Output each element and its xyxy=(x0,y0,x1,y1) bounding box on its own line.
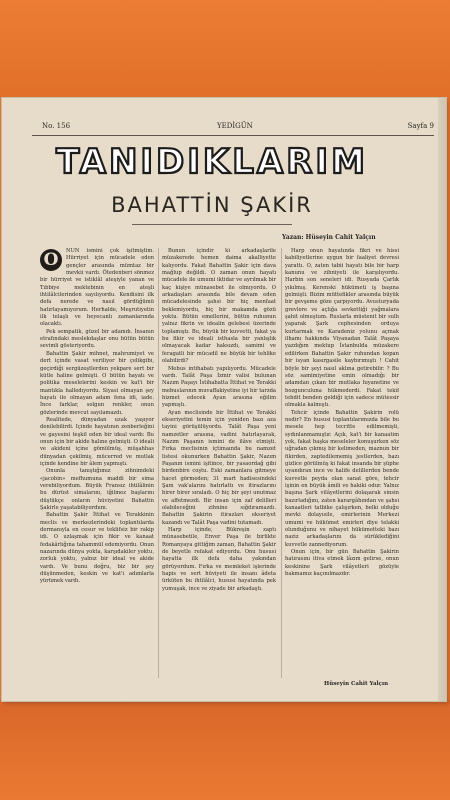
paragraph: Onun için, bir gün Bahattin Şakirin hatırasını itiva etmek lâzım gelirse, onun keskinine Şark vilâyetleri gözüyle bakmamız kaçınılmazdır. xyxy=(285,549,399,578)
paragraph: Bahattin Şakir mihnet, mahrumiyet ve dert içinde vasat veriliyor bir çelikgibi, geçirdiği sergüzeştlerden yekpare sert bir kütle haline gelmişti. O bütün hayatı ve politika meselelerini keskin ve kat'i bir mantıkla halledıyordu. Siyasi olmayan şey hayatı ile olmayan adam fena idi, iade. İnce farklar, solgun renkler, onun gözlerinde mevcut sayılamazdı. xyxy=(40,350,154,416)
paragraph: Onunla tanıştığımız zihnimdeki «jacobin» mefhumuna maddi bir sima verebiliyordum. Büyük Fransız ihtilâlinin bu dürüst simalarını, iğilmez başlarını düştükçe onların hüviyetini Bahattin Şakirle yaşatabiliyordum. xyxy=(40,468,154,512)
article-subtitle: BAHATTİN ŞAKİR xyxy=(111,193,313,217)
article-title: TANIDIKLARIM xyxy=(56,142,368,182)
author-byline: Yazan: Hüseyin Cahit Yalçın xyxy=(282,234,376,241)
paragraph: Realitede, dünyadan uzak yaşıyor denilebilirdi. Içinde hayatının zenberleğini ve gayesini teşkil eden bir ideal vardı: Bu onun için bir akide halıne gelmişti. O ideali ve akideni içine gömülmüş, müşahhas dünyadan çekilmiş, mücerred ve mutlak içinde kendine bir âlem yapmıştı. xyxy=(40,416,154,467)
paragraph: Pek sempatik, güzel bir adamdı. İnsanın etrafındaki meslekdaşlar onu bütün bütün sevimli gösteriyordu. xyxy=(40,328,154,350)
page-header xyxy=(42,120,434,134)
page-number: Sayfa 9 xyxy=(407,122,434,130)
paragraph: Bunun içindir ki arkadaşlarile müzakerede hemen daima akalliyette kalıyordu. Fakat Bahattin Şakir için dava mağlup değildi. O zaman onun hayatı mücadele ile umumi iktidar ve ayrılmak bir kaç kişiye münasebet ile olmıyordu. O arkadaşları arasında bile devam eden mücadelesinde şahsi bir hiç menfaat beklemiyordu, hiç bir makamda gözü yoktu. Bütün emellerini, bütün ruhunun yalnız fikrin ve idealin gelebesi üzerinde toplamıştı. Bu, büyük bir kuvvetti, fakat ya bu fikir ve ideali isthasla bir yanlışlık olmayacak kadar haksızdı, samimi ve feragatli bir mücadil ne büyük bir tehlike olabilirdi? xyxy=(162,248,276,365)
magazine-page xyxy=(2,98,446,701)
background-top xyxy=(0,0,450,100)
magazine-name: YEDİGÜN xyxy=(217,122,253,130)
paragraph: Tehcir içinde Bahattin Şakirin rolü nedir? En hususi toplantılarımızda bile bu mesele hep tecritte edilmemişti, sydınlanmamıştır. Açık, kat'i bir kanaatim yok, fakat başka meseleler konuşurken söz uğradan çıkmış bir kelimeden, maznun bir fikirden, zaptedilememiş jestlerden, bazı gizlice görülmüş ki fakat insanda bir şüphe uyandıran ince ve halife delillerden bende kuvvetle peyda olan sanat göre, tehcir işinin en büyük âmili ve hakiki odur. Yalnız başına Şark vilâyetlerini dolaşarak sinsin bazırladığını, zaten karargâhından ve şahsi kanaatleri tatbike çalışırken, belki olduğu mevki dolayısile, emirlerinin Merkezi umumi ve hükümet emirleri diye telakki olunduğunu ve nihayet hükümetteki bazı naziz arkadaşlarını da sürüklediğini kuvvetle zannediyorum. xyxy=(285,409,399,548)
issue-number: No. 156 xyxy=(42,122,71,130)
paragraph: Mebus intihabatı yapılıyordu. Mücadele vardı. Talât Paşa İzmir valisi bulunan Nazım Paşayı İstihabatta İttihat ve Terakki mebuslarının muvaffakiyetine iyi bir tarzda hizmet edecek Ayan arasına eğilim yapmıştı. xyxy=(162,365,276,409)
paragraph: Harp onun hayatında fikri ve hissi kabiliyetlerine uygun bir faaliyet devresi yarattı. O, zaten tabii hayatı bile bir harp kanunu ve zihniyeti ile karşılıyordu. Harbin son seneleri idi. Rusyada Çarlık yıkılmış. Kerenski hükümeti iş başına gelmişti. Bizim müttefikler arasında büyük bir gevşeme göze çarpıyordu. Avusturyada grevlere ve açlığa sevkettiği yağmalara şahit olmuştum. Ruslarla müstenit bir sulh yaparak Şark cephesinden orduya kurtarmak ve Karadeniz yolunu açmak ilhamı hakkında Viyanadan Talât Paşaya yazdığım mektup İstanbulda müzakere edilirken Bahattin Şakir ruhundan kopan bir isyan kasırgasile kaybırımıştı ! Cahit böyle bir şeyi nasıl aklına getirebilir. ? Bu söz samimiyetine emin olmadığı bir adamdan çıkan bir mutlaka hıyanetine ve bozgunculuna hükmederdi. Fakat tekif tehdit benden geldiği için sadece mütessir olmakla kalmıştı. xyxy=(285,248,399,409)
author-signature: Hüseyin Cahit Yalçın xyxy=(324,681,389,687)
paragraph: Harp içinde, Bükreşin zaptı münasebetile, Enver Paşa ile birlikte Romanyaya gittiğim zaman, Bahattin Şakir de beyetle refakat ediyordu. Onu hususi hayatta ilk defa daha yakından görüyordum. Fırka ve memleket işlerinde hapis ve sert hüviyeti ile insanı âdeta ürküten bu ihtilâlci, hususi hayatında pek yumuşak, ince ve ziyade bir arkadaştı. xyxy=(162,527,276,592)
title-divider xyxy=(132,224,292,225)
background-bottom xyxy=(0,700,450,800)
paragraph: Bahattin Şakir İttihat ve Terakkinin meclis ve merkezlerindeki toplantılarda dermanıyla en cesur ve teklifsiz bir rakip idi. O uzlaşmak için fikir ve kanaat fedakârlığına tahammül edemiyordu. Onun nazarında dünya yokta, karşıdakiler yoktu, zorluk yoktu, yalnız bir ideal ve akide vardı. Ve bunu doğru, biz bir şey düşünmeden, keskin ve kat'i adımlarla yürümek vardı. xyxy=(40,512,154,585)
text-column-3 xyxy=(285,248,399,676)
column-divider xyxy=(281,248,282,678)
text-column-2 xyxy=(162,248,276,676)
text-column-1 xyxy=(40,248,154,676)
paragraph: Ayan meclisinde bir İttihat ve Terakki ekseriyetini temin için yeniden bazı aza tayini görüşülüyordu. Talât Paşa yeni namzetler arasına, vadini hatırlayarak, Nazım Paşanın ismini de ilâve etmişti. Fırka meclisinin içtimaında bu namzet listesi okunurken Bahattin Şakir, Nazım Paşanın ismini işitince, bir yasaordağ gibi birdenbire coştu. Eski zamanlara gitmeye hacet görmeden; 31 mart hadisesindeki Şam vak'alarını hatırlattı ve itirazlarını birer birer sıraladı. O hiç bir şeyi unutmaz ve affetmezdi. Bir insan için zaf delilleri olabileceğini zihnine sığdıramazdı. Bahattin Şakirin itirazları ekseriyet kazandı ve Talât Paşa vadini tutamadı. xyxy=(162,409,276,526)
page-edge xyxy=(438,98,446,701)
paragraph: NUN ismini çok işitmiştim. Hürriyet için mücadele eden gençler arasında mümtaz bir mevkii vardı. Ötedenberi sönmez bir hürriyet ve istiklâl ateşiyle yanan ve Tıbbiye mektebinin en ateşli ihtilâlcilerinden sayılıyordu. Kendisini ilk defa nerede ve nasıl gördüğümü hatırlayamıyorum. Herhalde, Meşrutiyetin ilk telaşlı ve heyecanlı zamanlarında olacaktı. xyxy=(40,248,154,328)
header-rule xyxy=(32,135,434,136)
drop-cap: O xyxy=(40,249,62,271)
column-divider xyxy=(158,248,159,678)
